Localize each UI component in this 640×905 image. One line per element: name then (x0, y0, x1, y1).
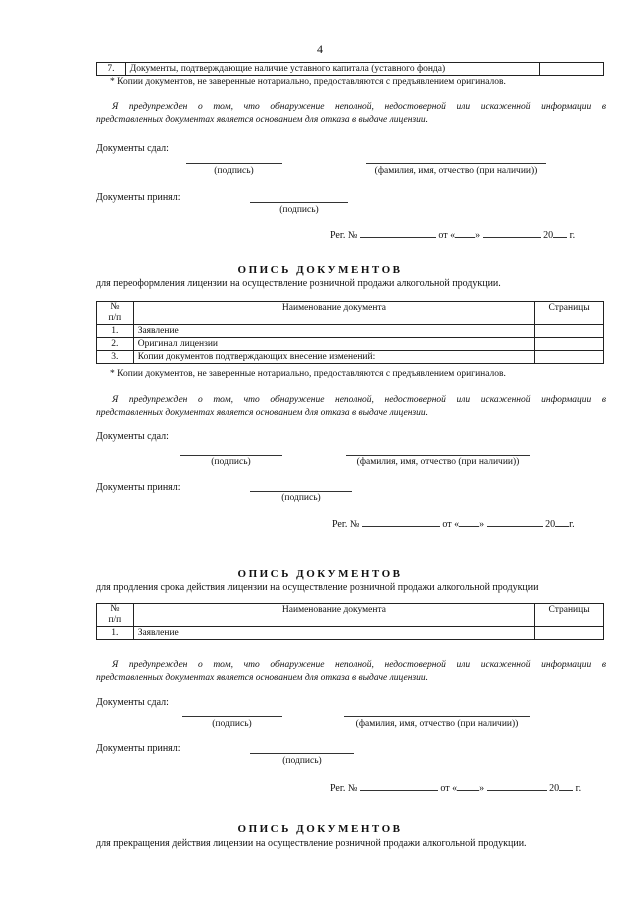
col-name-header: Наименование документа (133, 604, 534, 627)
continuation-table (96, 62, 604, 76)
signature-caption: (подпись) (214, 166, 254, 176)
docs-handed-label: Документы сдал: (96, 143, 169, 154)
reg-number-field[interactable] (360, 781, 438, 791)
col-number-header: № п/п (97, 604, 134, 627)
fio-caption: (фамилия, имя, отчество (при наличии)) (356, 457, 520, 467)
reg-month-field[interactable] (487, 781, 547, 791)
warning-text: Я предупрежден о том, что обнаружение неполной, недостоверной или искаженной информации в представленных документах является основанием для отказа в выдаче лицензии. (96, 102, 606, 125)
registration-line: Рег. № от « » 20 г. (332, 519, 575, 530)
fio-line[interactable] (346, 455, 530, 456)
signature-line[interactable] (250, 491, 352, 492)
signature-line[interactable] (180, 455, 282, 456)
reg-year-field[interactable] (559, 781, 573, 791)
signature-caption: (подпись) (282, 756, 322, 766)
table-row (97, 351, 604, 364)
document-name: Копии документов подтверждающих внесение изменений: (133, 351, 534, 364)
document-name: Оригинал лицензии (133, 338, 534, 351)
fio-line[interactable] (344, 716, 530, 717)
docs-received-label: Документы принял: (96, 743, 181, 754)
document-name: Документы, подтверждающие наличие уставного капитала (уставного фонда) (125, 63, 539, 76)
reg-day-field[interactable] (457, 781, 479, 791)
document-pages[interactable] (535, 627, 604, 640)
reg-month-field[interactable] (487, 517, 543, 527)
row-number: 1. (97, 627, 134, 640)
table-row (97, 627, 604, 640)
warning-text: Я предупрежден о том, что обнаружение неполной, недостоверной или искаженной информации в представленных документах является основанием для отказа в выдаче лицензии. (96, 660, 606, 683)
fio-caption: (фамилия, имя, отчество (при наличии)) (355, 719, 519, 729)
document-pages[interactable] (535, 351, 604, 364)
fio-caption: (фамилия, имя, отчество (при наличии)) (374, 166, 538, 176)
row-number: 2. (97, 338, 134, 351)
copies-note: * Копии документов, не заверенные нотариально, предоставляются с предъявлением оригиналов. (110, 77, 506, 87)
document-name: Заявление (133, 325, 534, 338)
signature-caption: (подпись) (211, 457, 251, 467)
signature-line[interactable] (186, 163, 282, 164)
col-pages-header: Страницы (535, 604, 604, 627)
document-pages[interactable] (535, 338, 604, 351)
docs-handed-label: Документы сдал: (96, 697, 169, 708)
signature-line[interactable] (182, 716, 282, 717)
extend-table (96, 603, 604, 640)
document-name: Заявление (133, 627, 534, 640)
document-pages[interactable] (535, 325, 604, 338)
reg-number-field[interactable] (360, 228, 436, 238)
reg-number-field[interactable] (362, 517, 440, 527)
signature-caption: (подпись) (212, 719, 252, 729)
document-pages (539, 63, 603, 76)
reg-year-field[interactable] (553, 228, 567, 238)
row-number: 7. (97, 63, 126, 76)
row-number: 1. (97, 325, 134, 338)
section-title-reissue: ОПИСЬ ДОКУМЕНТОВ (237, 264, 403, 276)
col-number-header: № п/п (97, 302, 134, 325)
table-row (97, 325, 604, 338)
col-pages-header: Страницы (535, 302, 604, 325)
signature-line[interactable] (250, 753, 354, 754)
table-header-row (97, 302, 604, 325)
page-number: 4 (317, 42, 323, 56)
docs-received-label: Документы принял: (96, 192, 181, 203)
copies-note: * Копии документов, не заверенные нотариально, предоставляются с предъявлением оригиналов. (110, 369, 506, 379)
table-row (97, 63, 604, 76)
section-subtitle-extend: для продления срока действия лицензии на осуществление розничной продажи алкогольной продукции (96, 582, 539, 593)
table-header-row (97, 604, 604, 627)
table-row (97, 338, 604, 351)
row-number: 3. (97, 351, 134, 364)
reissue-table (96, 301, 604, 364)
section-subtitle-terminate: для прекращения действия лицензии на осуществление розничной продажи алкогольной продукции. (96, 838, 527, 849)
warning-text: Я предупрежден о том, что обнаружение неполной, недостоверной или искаженной информации в представленных документах является основанием для отказа в выдаче лицензии. (96, 395, 606, 418)
reg-day-field[interactable] (455, 228, 475, 238)
registration-line: Рег. № от « » 20 г. (330, 230, 576, 241)
reg-month-field[interactable] (483, 228, 541, 238)
reg-day-field[interactable] (459, 517, 479, 527)
docs-handed-label: Документы сдал: (96, 431, 169, 442)
docs-received-label: Документы принял: (96, 482, 181, 493)
signature-line[interactable] (250, 202, 348, 203)
col-name-header: Наименование документа (133, 302, 534, 325)
signature-caption: (подпись) (281, 493, 321, 503)
section-title-terminate: ОПИСЬ ДОКУМЕНТОВ (237, 823, 403, 835)
fio-line[interactable] (366, 163, 546, 164)
section-subtitle-reissue: для переоформления лицензии на осуществление розничной продажи алкогольной продукции. (96, 278, 501, 289)
section-title-extend: ОПИСЬ ДОКУМЕНТОВ (237, 568, 403, 580)
registration-line: Рег. № от « » 20 г. (330, 783, 582, 794)
reg-year-field[interactable] (555, 517, 569, 527)
signature-caption: (подпись) (279, 205, 319, 215)
